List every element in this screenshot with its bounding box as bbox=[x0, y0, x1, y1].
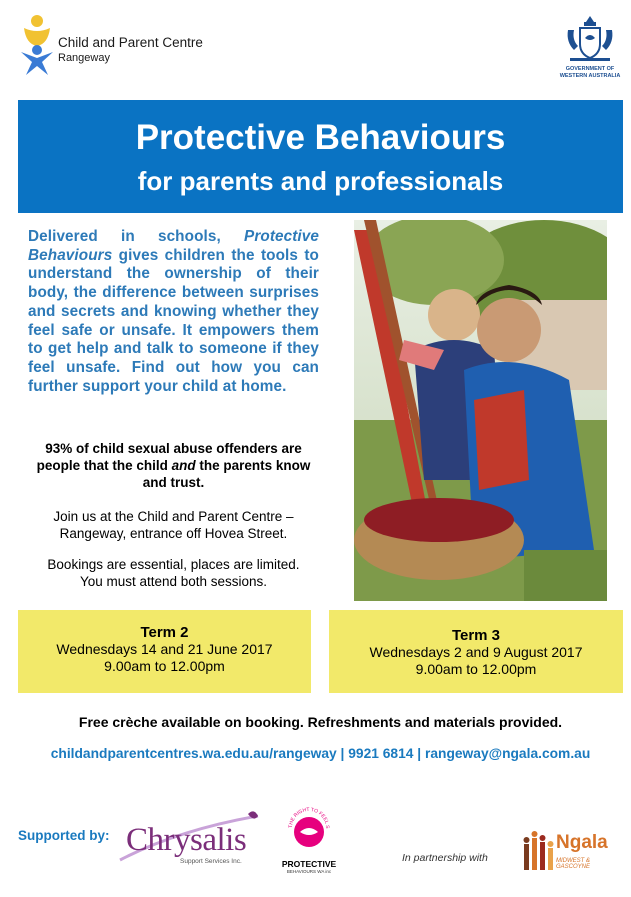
page-title: Protective Behaviours bbox=[135, 118, 506, 157]
intro-body: gives children the tools to understand the ownership of their body, the difference between surprises and secrets and knowing whether they feel safe or unsafe. It empowers them to get help and talk to someone if they feel unsafe. Find out how you can further support your child at home. bbox=[28, 246, 319, 395]
program-name: Protective Behaviours bbox=[28, 228, 319, 264]
protective-arc-text: THE RIGHT TO FEEL S bbox=[287, 806, 331, 829]
abuse-statistic bbox=[28, 440, 319, 491]
term-dates: Wednesdays 2 and 9 August 2017 bbox=[369, 644, 583, 660]
coat-of-arms-icon bbox=[562, 14, 618, 64]
child-parent-centre-logo bbox=[18, 14, 258, 78]
government-wa-logo bbox=[556, 14, 624, 80]
term-title: Term 3 bbox=[451, 627, 501, 644]
bookings-text bbox=[28, 556, 319, 590]
protective-circle-icon bbox=[286, 806, 332, 852]
protective-name: PROTECTIVE bbox=[281, 859, 337, 869]
bookings-line-2: You must attend both sessions. bbox=[79, 574, 268, 589]
family-figure-icon bbox=[18, 14, 56, 76]
location-text: Join us at the Child and Parent Centre – Rangeway, entrance off Hovea Street. bbox=[53, 509, 294, 541]
protective-sub: BEHAVIOURS WA inc bbox=[286, 869, 332, 874]
term-dates: Wednesdays 14 and 21 June 2017 bbox=[56, 641, 273, 657]
partnership-label: In partnership with bbox=[402, 852, 488, 864]
term-time: 9.00am to 12.00pm bbox=[104, 658, 225, 674]
stat-emphasis: and bbox=[171, 458, 196, 473]
stat-part-2: the parents know and trust. bbox=[142, 458, 311, 490]
page-subtitle: for parents and professionals bbox=[137, 166, 504, 196]
term-3-box bbox=[329, 610, 623, 693]
bookings-line-1: Bookings are essential, places are limited. bbox=[47, 557, 300, 572]
intro-lead: Delivered in schools, bbox=[28, 228, 245, 245]
stat-part-1: 93% of child sexual abuse offenders are people that the child bbox=[36, 441, 302, 473]
title-banner bbox=[18, 100, 623, 213]
creche-notice: Free crèche available on booking. Refreshments and materials provided. bbox=[78, 714, 563, 730]
gov-line-1: GOVERNMENT OF bbox=[565, 66, 615, 72]
term-title: Term 2 bbox=[140, 624, 189, 641]
term-2-box bbox=[18, 610, 311, 693]
centre-name: Child and Parent Centre bbox=[58, 35, 203, 50]
centre-location: Rangeway bbox=[58, 52, 110, 64]
ngala-wordmark: Ngala bbox=[556, 832, 608, 853]
term-time: 9.00am to 12.00pm bbox=[415, 661, 537, 677]
teacher-child-photo bbox=[354, 220, 607, 601]
contact-details[interactable]: childandparentcentres.wa.edu.au/rangeway | 9921 6814 | rangeway@ngala.com.au bbox=[50, 746, 591, 761]
supported-by-label: Supported by: bbox=[18, 828, 110, 843]
intro-paragraph bbox=[28, 228, 319, 396]
protective-behaviours-logo bbox=[278, 806, 340, 876]
ngala-tagline: MIDWEST & GASCOYNE bbox=[556, 858, 591, 870]
chrysalis-tagline: Support Services Inc. bbox=[180, 858, 242, 865]
ngala-figures-icon bbox=[522, 830, 556, 876]
chrysalis-logo bbox=[118, 810, 268, 868]
chrysalis-wordmark: Chrysalis bbox=[126, 822, 247, 858]
ngala-logo bbox=[522, 830, 622, 878]
gov-line-2: WESTERN AUSTRALIA bbox=[559, 72, 621, 79]
